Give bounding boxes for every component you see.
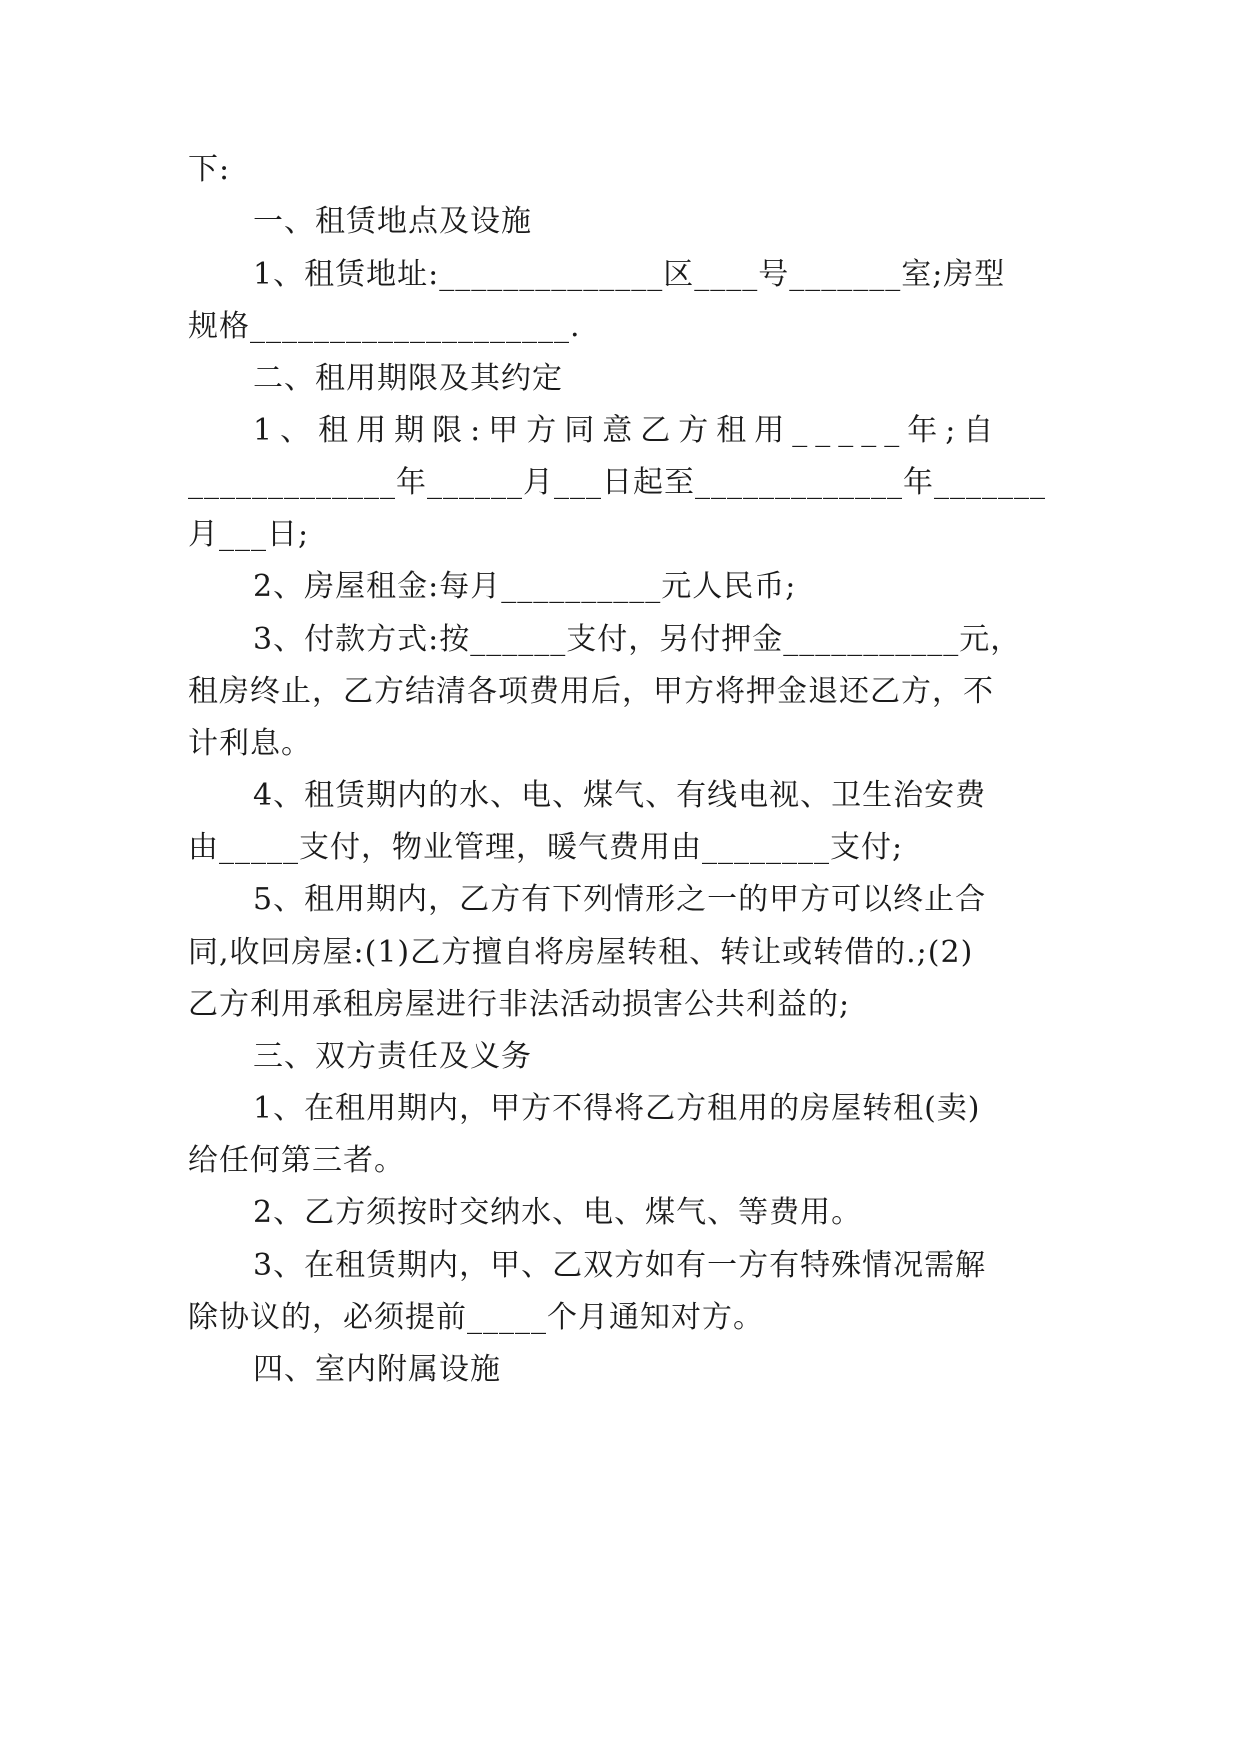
text-line: 2、乙方须按时交纳水、电、煤气、等费用。 — [253, 1195, 863, 1230]
text-line: 计利息。 — [188, 726, 312, 761]
text-line: 租房终止，乙方结清各项费用后，甲方将押金退还乙方，不 — [188, 674, 994, 709]
text-line: 1、租用期限:甲方同意乙方租用_____年;自 — [253, 413, 1002, 448]
text-line: 3、在租赁期内，甲、乙双方如有一方有特殊情况需解 — [253, 1248, 987, 1283]
text-line: 1、租赁地址:______________区____号_______室;房型 — [253, 257, 1006, 292]
text-line: 5、租用期内，乙方有下列情形之一的甲方可以终止合 — [253, 882, 987, 917]
text-line: 3、付款方式:按______支付，另付押金___________元， — [253, 622, 1022, 657]
section-heading: 三、双方责任及义务 — [253, 1039, 532, 1074]
text-line: 由_____支付，物业管理，暖气费用由________支付; — [188, 830, 904, 865]
text-line: 乙方利用承租房屋进行非法活动损害公共利益的; — [188, 987, 851, 1022]
text-line: 4、租赁期内的水、电、煤气、有线电视、卫生治安费 — [253, 778, 987, 813]
text-line: 月___日; — [188, 517, 310, 552]
text-line: 给任何第三者。 — [188, 1143, 405, 1178]
text-line: 规格____________________. — [188, 309, 581, 344]
text-line: 1、在租用期内，甲方不得将乙方租用的房屋转租(卖) — [253, 1091, 981, 1126]
section-heading: 四、室内附属设施 — [253, 1352, 501, 1387]
text-line: 同,收回房屋:(1)乙方擅自将房屋转租、转让或转借的.;(2) — [188, 935, 974, 970]
section-heading: 二、租用期限及其约定 — [253, 361, 563, 396]
text-line: 下: — [188, 152, 231, 187]
text-line: 2、房屋租金:每月__________元人民币; — [253, 569, 797, 604]
text-line: 除协议的，必须提前_____个月通知对方。 — [188, 1300, 764, 1335]
text-line: _____________年______月___日起至_____________年_______ — [188, 465, 1046, 500]
section-heading: 一、租赁地点及设施 — [253, 204, 532, 239]
